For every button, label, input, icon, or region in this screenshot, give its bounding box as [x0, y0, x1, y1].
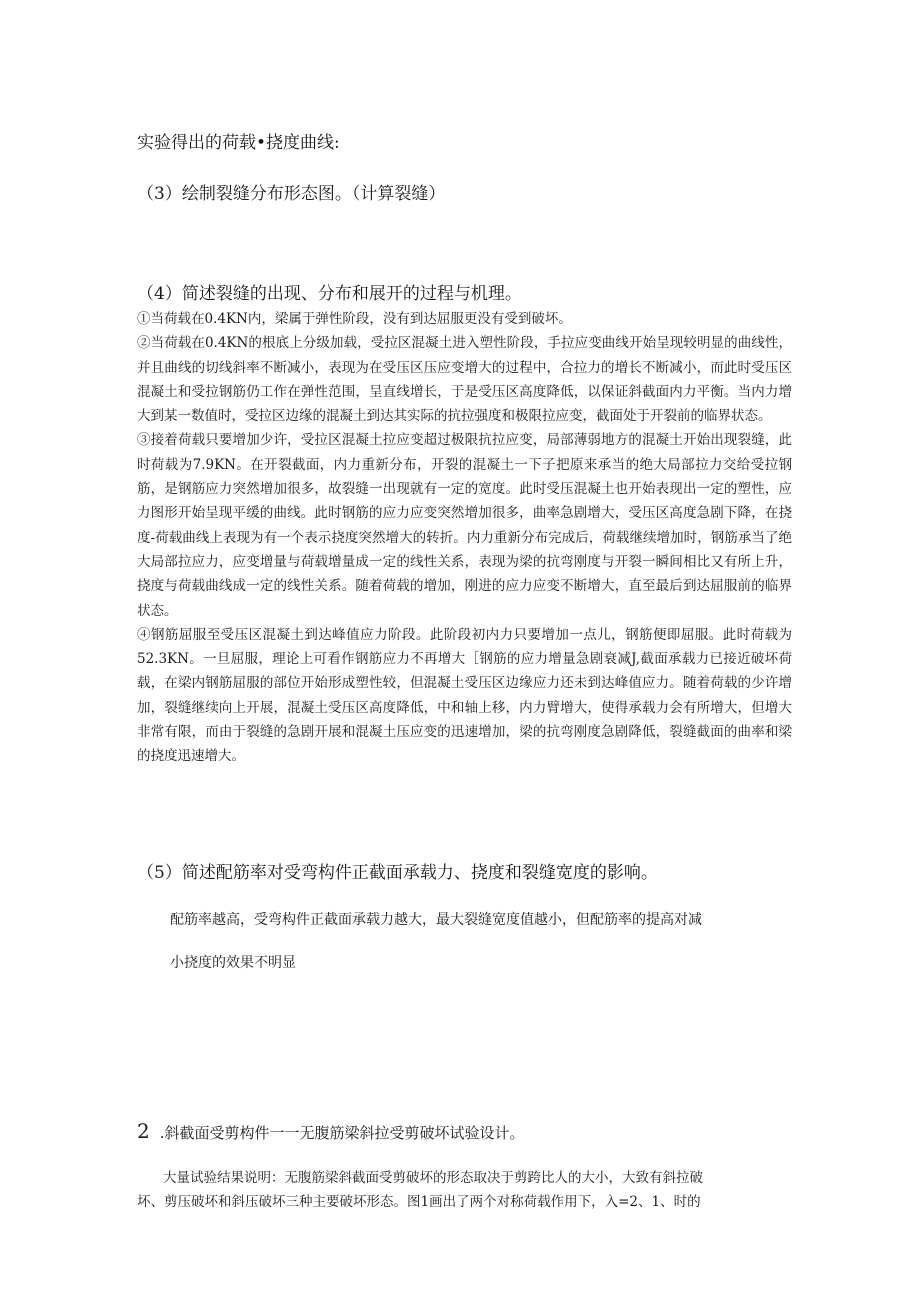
section-2-body: [137, 1166, 797, 1215]
section-number: 2: [137, 1119, 150, 1143]
section-2-line-1: 大量试验结果说明：无腹筋梁斜截面受剪破坏的形态取决于剪跨比人的大小，大致有斜拉破: [163, 1170, 703, 1186]
q4-paragraph-1: ①当荷载在0.4KN内，梁属于弹性阶段，没有到达屈服更没有受到破坏。: [137, 311, 572, 327]
heading-question-3: （3）绘制裂缝分布形态图。（计算裂缝）: [137, 184, 446, 204]
q4-paragraph-4: ④钢筋屈服至受压区混凝土到达峰值应力阶段。此阶段初内力只要增加一点儿，钢筋便即屈服。此时荷载为52.3KN。一旦屈服，理论上可看作钢筋应力不再增大［钢筋的应力增量急剧衰减J,截面承载力已接近破坏荷载，在梁内钢筋屈服的部位开始形成塑性较，但混凝土受压区边缘应力还未到达峰值应力。随着荷载的少许增加，裂缝继续向上开展，混凝土受压区高度降低，中和轴上移，内力臂增大，使得承载力会有所增大，但增大非常有限，而由于裂缝的急剧开展和混凝土压应变的迅速增加，梁的抗弯刚度急剧降低，裂缝截面的曲率和梁的挠度迅速增大。: [137, 626, 792, 765]
q5-answer-line-2: 小挠度的效果不明显: [170, 955, 296, 971]
q5-answer-line-1: 配筋率越高，受弯构件正截面承载力越大，最大裂缝宽度值越小，但配筋率的提高对减: [170, 912, 702, 928]
section-2-line-2: 坏、剪压破坏和斜压破坏三种主要破坏形态。图1画出了两个对称荷载作用下，入=2、1、时的: [137, 1194, 701, 1211]
heading-load-deflection-curve: 实验得出的荷载•挠度曲线:: [137, 133, 340, 153]
q4-paragraph-3: ③接着荷载只要增加少许，受拉区混凝土拉应变超过极限抗拉应变，局部薄弱地方的混凝土开始出现裂缝，此时荷载为7.9KN。在开裂截面，内力重新分布，开裂的混凝土一下子把原来承当的绝大局部拉力交给受拉钢筋，是钢筋应力突然增加很多，故裂缝一出现就有一定的宽度。此时受压混凝土也开始表现出一定的塑性，应力图形开始呈现平缓的曲线。此时钢筋的应力应变突然增加很多，曲率急剧增大，受压区高度急剧下降，在挠度-荷载曲线上表现为有一个表示挠度突然增大的转折。内力重新分布完成后，荷载继续增加时，钢筋承当了绝大局部拉应力，应变增量与荷载增量成一定的线性关系，表现为梁的抗弯刚度与开裂一瞬间相比又有所上升，挠度与荷载曲线成一定的线性关系。随着荷载的增加，刚进的应力应变不断增大，直至最后到达屈服前的临界状态。: [137, 432, 792, 619]
q4-paragraph-2: ②当荷载在0.4KN的根底上分级加载，受拉区混凝土进入塑性阶段，手拉应变曲线开始呈现较明显的曲线性，并且曲线的切线斜率不断减小，表现为在受压区压应变增大的过程中，合拉力的增长不断减小，而此时受压区混凝土和受拉钢筋仍工作在弹性范围，呈直线增长，于是受压区高度降低，以保证斜截面内力平衡。当内力增大到某一数值时，受拉区边缘的混凝土到达其实际的抗拉强度和极限拉应变，截面处于开裂前的临界状态。: [137, 335, 792, 425]
section-title-text: .斜截面受剪构件一一无腹筋梁斜拉受剪破坏试验设计。: [159, 1124, 525, 1142]
heading-question-4: （4）简述裂缝的出现、分布和展开的过程与机理。: [137, 284, 522, 304]
heading-question-5: （5）简述配筋率对受弯构件正截面承载力、挠度和裂缝宽度的影响。: [137, 863, 658, 883]
question-5-answer: [170, 907, 790, 976]
question-4-body: [137, 307, 792, 769]
section-2-title: [137, 1118, 792, 1146]
